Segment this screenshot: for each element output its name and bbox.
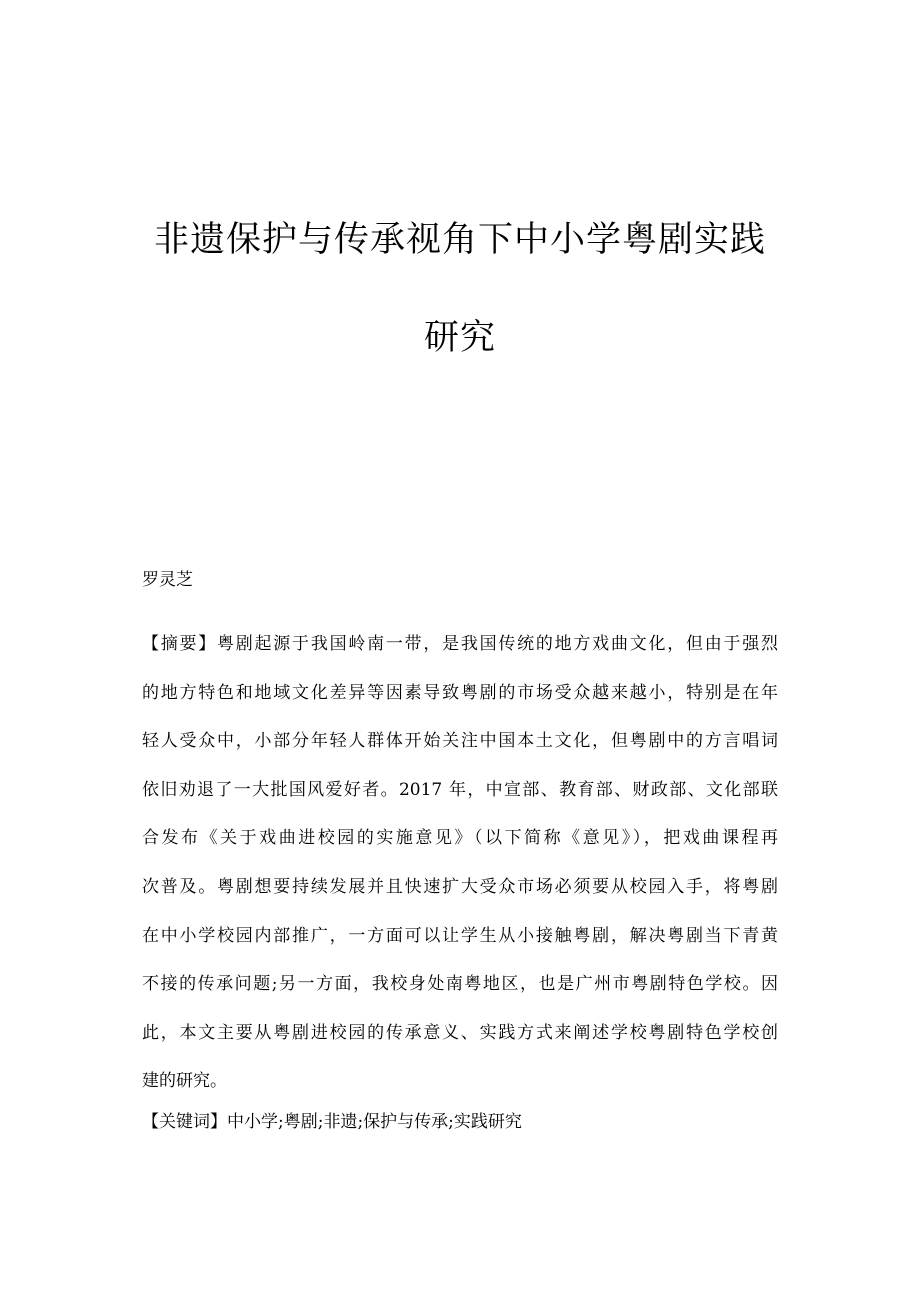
document-title-line-2: 研究	[423, 318, 496, 358]
abstract-line: 的地方特色和地域文化差异等因素导致粤剧的市场受众越来越小，特别是在年	[142, 682, 778, 703]
abstract-line: 此，本文主要从粤剧进校园的传承意义、实践方式来阐述学校粤剧特色学校创	[142, 1022, 778, 1043]
abstract-line: 合发布《关于戏曲进校园的实施意见》（以下简称《意见》），把戏曲课程再	[142, 828, 778, 849]
abstract-line: 在中小学校园内部推广，一方面可以让学生从小接触粤剧，解决粤剧当下青黄	[142, 925, 778, 946]
document-title-line-1: 非遗保护与传承视角下中小学粤剧实践	[153, 220, 766, 260]
abstract-line: 不接的传承问题;另一方面，我校身处南粤地区，也是广州市粤剧特色学校。因	[142, 974, 778, 995]
abstract-line: 【摘要】粤剧起源于我国岭南一带，是我国传统的地方戏曲文化，但由于强烈	[142, 634, 778, 654]
abstract-line: 建的研究。	[142, 1071, 227, 1092]
author-name: 罗灵芝	[142, 570, 193, 590]
abstract-line: 轻人受众中，小部分年轻人群体开始关注中国本土文化，但粤剧中的方言唱词	[142, 731, 778, 752]
abstract-line: 次普及。粤剧想要持续发展并且快速扩大受众市场必须要从校园入手，将粤剧	[142, 876, 778, 897]
keywords-line: 【关键词】中小学;粤剧;非遗;保护与传承;实践研究	[142, 1112, 522, 1132]
abstract-line: 依旧劝退了一大批国风爱好者。2017 年，中宣部、教育部、财政部、文化部联	[142, 779, 778, 800]
abstract-paragraph	[142, 620, 778, 1106]
